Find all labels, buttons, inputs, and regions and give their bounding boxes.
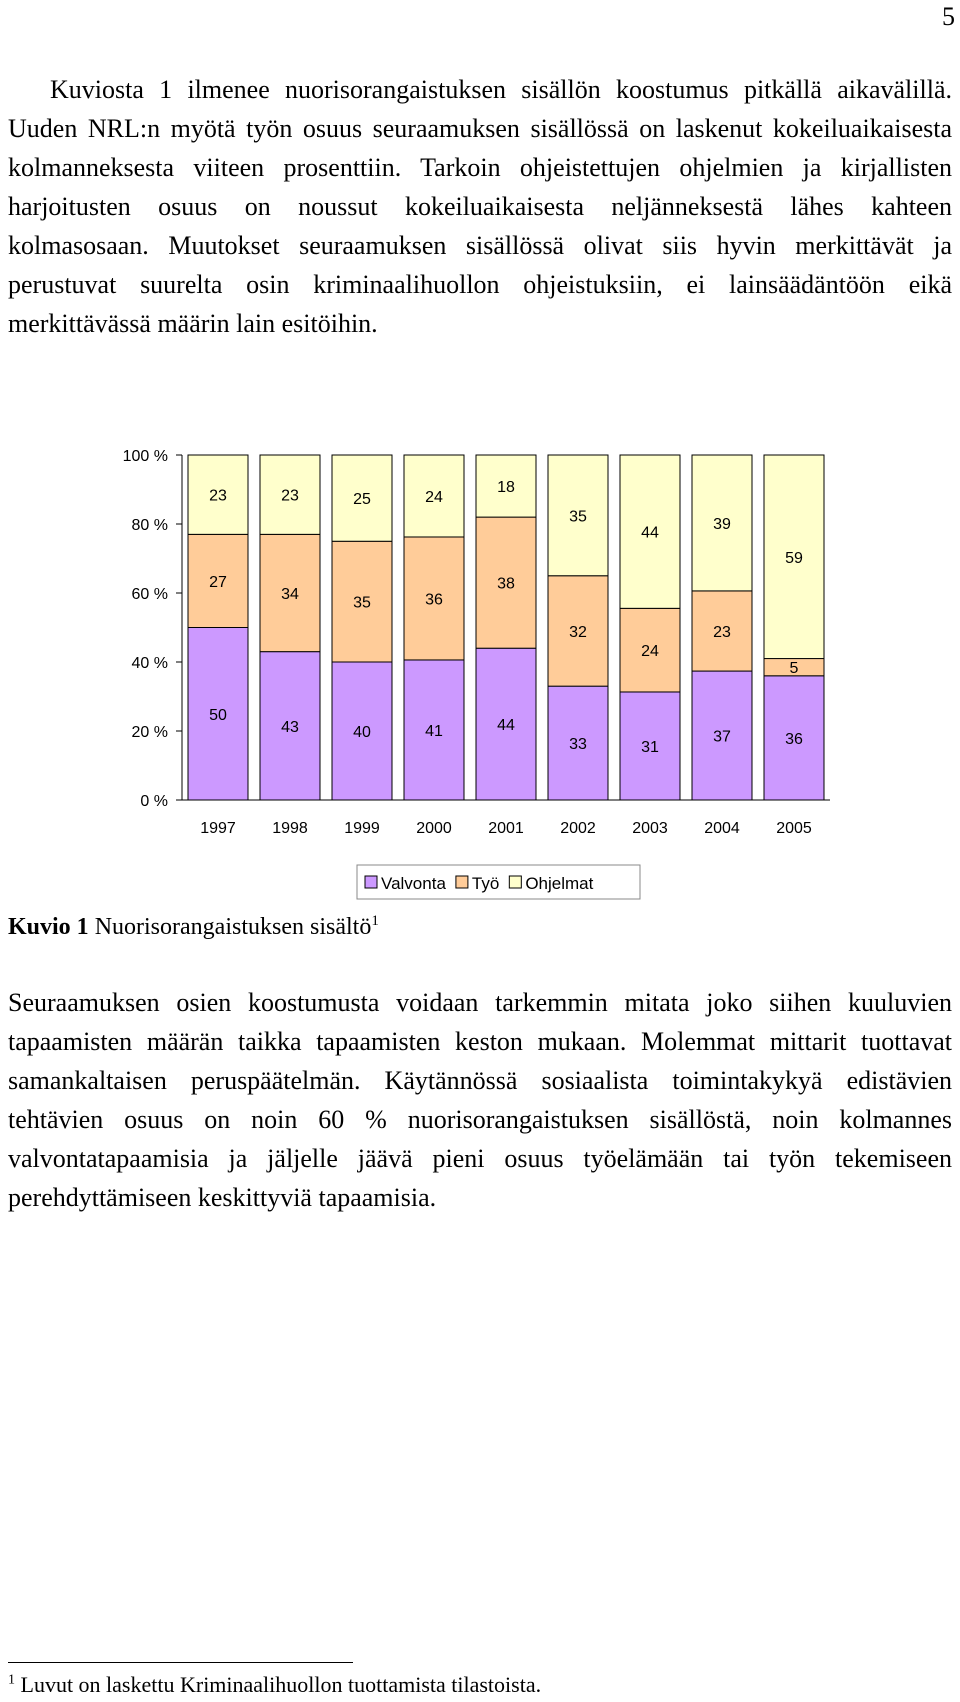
data-label: 32 bbox=[569, 623, 587, 641]
caption-text: Nuorisorangaistuksen sisältö bbox=[94, 914, 372, 940]
y-tick-label: 20 % bbox=[131, 724, 168, 741]
legend-swatch bbox=[509, 876, 521, 888]
intro-paragraph: Kuviosta 1 ilmenee nuorisorangaistuksen sisällön koostumus pitkällä aikavälillä. Uuden NRL:n myötä työn osuus seuraamuksen sisällössä on laskenut kokeiluaikaisesta kolmanneksesta viiteen prosenttiin. Tarkoin ohjeistettujen ohjelmien ja kirjallisten harjoitusten osuus on noussut kokeiluaikaisesta neljänneksestä lähes kahteen kolmasosaan. Muutokset seuraamuksen sisällössä olivat siis hyvin merkittävät ja perustuvat suurelta osin kriminaalihuollon ohjeistuksiin, ei lainsäädäntöön eikä merkittävässä määrin lain esitöihin. bbox=[8, 75, 952, 338]
legend bbox=[357, 865, 640, 899]
data-label: 50 bbox=[209, 706, 227, 724]
x-tick-label: 2001 bbox=[488, 820, 524, 837]
data-label: 44 bbox=[641, 524, 659, 542]
data-label: 35 bbox=[353, 594, 371, 612]
footnote-text: Luvut on laskettu Kriminaalihuollon tuottamista tilastoista. bbox=[20, 1672, 542, 1697]
data-label: 37 bbox=[713, 728, 731, 746]
x-tick-label: 2004 bbox=[704, 820, 740, 837]
figure-caption bbox=[8, 913, 379, 941]
stacked-bar-chart bbox=[0, 440, 960, 920]
y-tick-label: 100 % bbox=[122, 448, 168, 465]
legend-swatch bbox=[365, 876, 377, 888]
x-tick-label: 2002 bbox=[560, 820, 596, 837]
x-tick-label: 2000 bbox=[416, 820, 452, 837]
data-label: 44 bbox=[497, 717, 515, 735]
footnote-rule bbox=[8, 1662, 353, 1663]
data-label: 5 bbox=[789, 660, 799, 678]
data-label: 43 bbox=[281, 718, 299, 736]
y-tick-label: 0 % bbox=[140, 793, 168, 810]
data-label: 36 bbox=[425, 591, 443, 609]
data-label: 39 bbox=[713, 515, 731, 533]
data-label: 35 bbox=[569, 508, 587, 526]
x-tick-label: 1999 bbox=[344, 820, 380, 837]
data-label: 25 bbox=[353, 491, 371, 509]
footnote bbox=[8, 1672, 541, 1698]
data-label: 23 bbox=[281, 487, 299, 505]
y-axis bbox=[123, 448, 182, 810]
data-label: 23 bbox=[209, 487, 227, 505]
y-tick-label: 80 % bbox=[131, 517, 168, 534]
y-tick-label: 40 % bbox=[131, 655, 168, 672]
data-label: 34 bbox=[281, 586, 299, 603]
legend-label: Valvonta bbox=[381, 874, 446, 893]
data-label: 40 bbox=[353, 724, 371, 741]
x-tick-label: 1998 bbox=[272, 820, 308, 837]
data-label: 59 bbox=[785, 549, 803, 567]
y-tick-label: 60 % bbox=[131, 586, 168, 603]
x-axis bbox=[182, 800, 830, 837]
data-label: 23 bbox=[713, 623, 731, 641]
bars bbox=[188, 455, 824, 800]
legend-label: Ohjelmat bbox=[525, 874, 594, 893]
data-label: 38 bbox=[497, 575, 515, 593]
x-tick-label: 2005 bbox=[776, 820, 812, 837]
legend-label: Työ bbox=[471, 874, 500, 893]
caption-label: Kuvio 1 bbox=[8, 914, 89, 940]
footnote-mark: 1 bbox=[8, 1672, 15, 1688]
x-tick-label: 2003 bbox=[632, 820, 668, 837]
body-paragraph: Seuraamuksen osien koostumusta voidaan tarkemmin mitata joko siihen kuuluvien tapaamisten määrän taikka tapaamisten keston mukaan. Molemmat mittarit tuottavat samankaltaisen peruspäätelmän. Käytännössä sosiaalista toimintakykyä edistävien tehtävien osuus on noin 60 % nuorisorangaistuksen sisällöstä, noin kolmannes valvontatapaamisia ja jäljelle jäävä pieni osuus työelämään tai työn tekemiseen perehdyttämiseen keskittyviä tapaamisia. bbox=[8, 988, 952, 1212]
data-label: 24 bbox=[641, 643, 659, 661]
data-label: 31 bbox=[641, 738, 659, 756]
data-label: 36 bbox=[785, 730, 803, 748]
data-label: 24 bbox=[425, 488, 443, 506]
data-label: 27 bbox=[209, 573, 227, 591]
data-label: 18 bbox=[497, 479, 515, 497]
x-tick-label: 1997 bbox=[200, 820, 236, 837]
data-label: 33 bbox=[569, 736, 587, 754]
data-label: 41 bbox=[425, 722, 443, 740]
caption-footnote-ref: 1 bbox=[371, 913, 379, 929]
page-number: 5 bbox=[942, 2, 955, 31]
legend-swatch bbox=[456, 876, 468, 888]
